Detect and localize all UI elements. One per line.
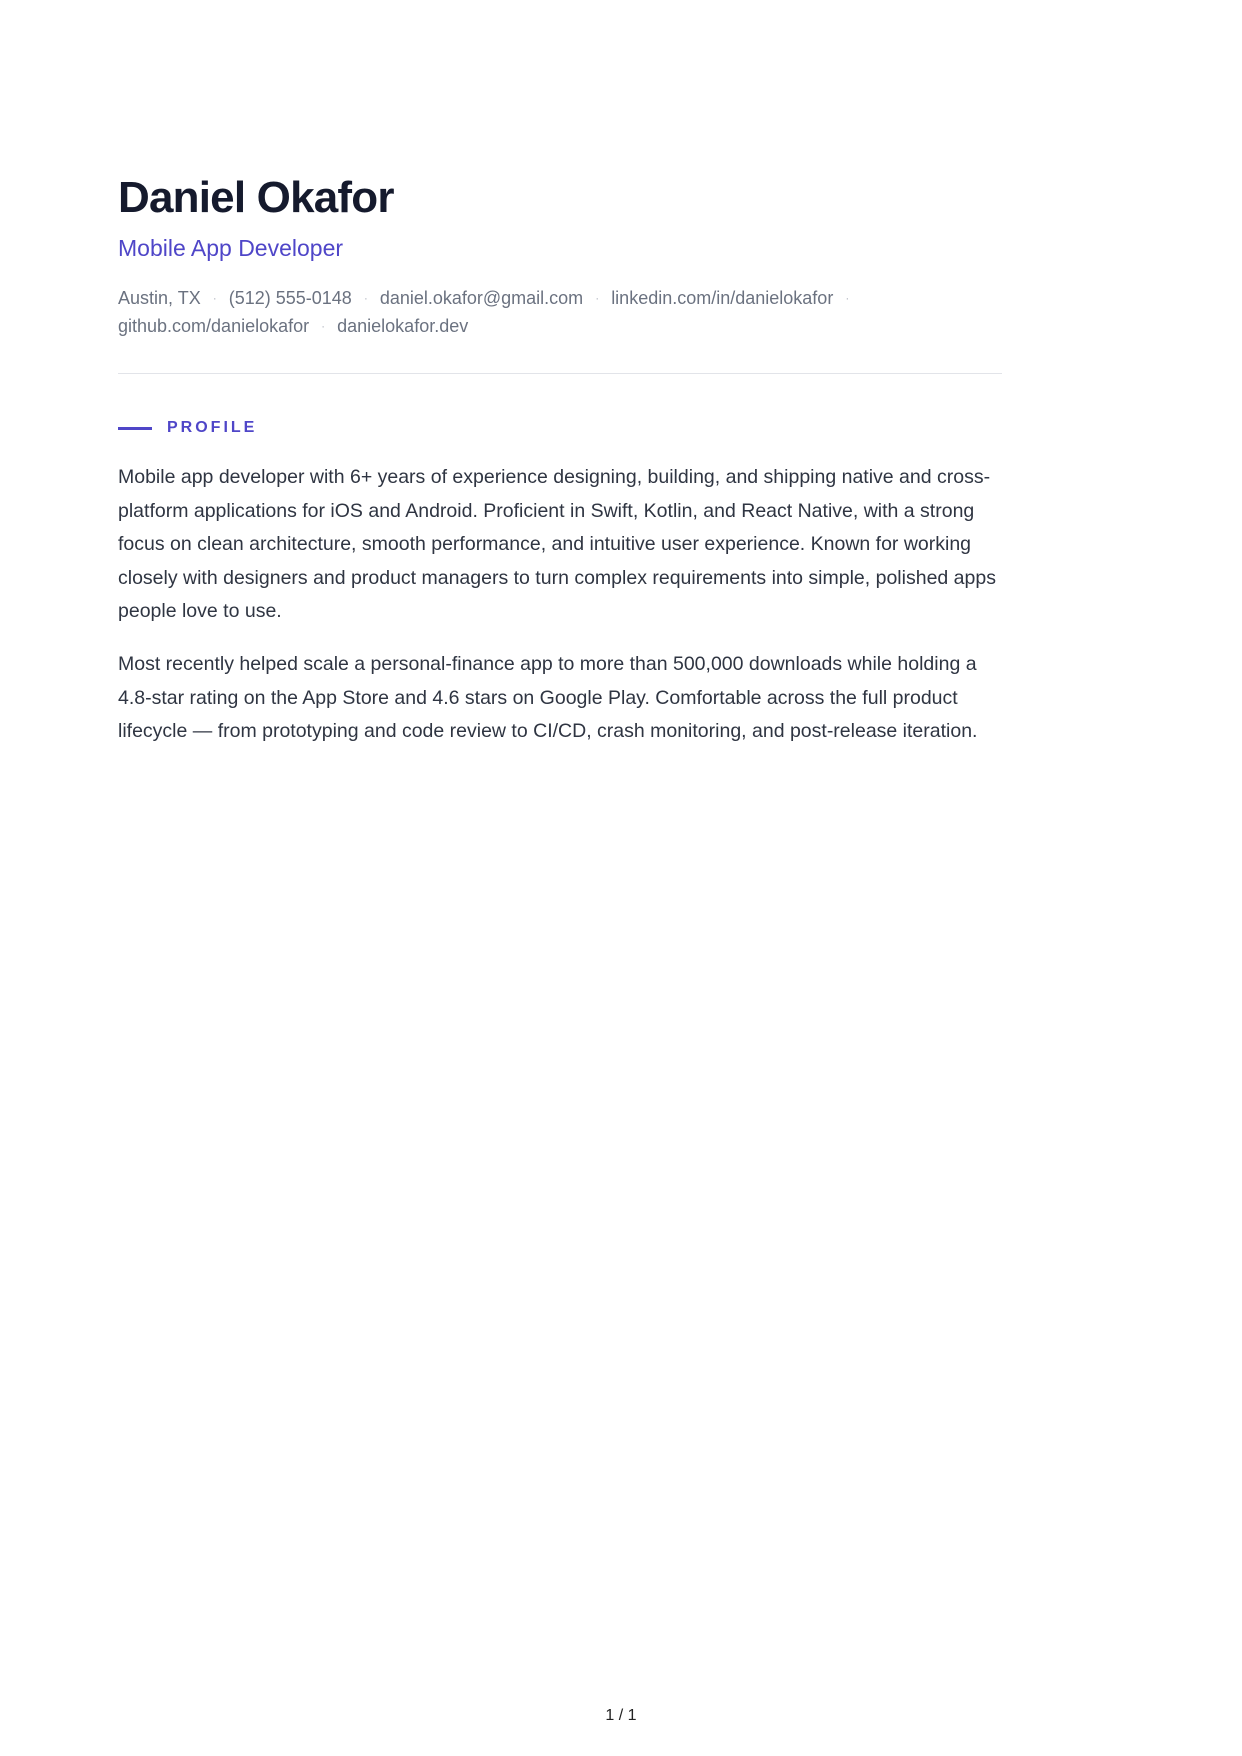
contact-email[interactable]: daniel.okafor@gmail.com (379, 288, 584, 308)
contact-location: Austin, TX (118, 288, 201, 308)
section-title: PROFILE (167, 419, 258, 436)
section-accent-rule (118, 427, 152, 430)
contact-github[interactable]: github.com/danielokafor (118, 316, 310, 336)
contact-separator: · (212, 291, 217, 305)
contact-separator: · (595, 291, 600, 305)
resume-header (118, 168, 1002, 340)
section-heading (118, 416, 1002, 440)
contact-phone[interactable]: (512) 555-0148 (228, 288, 352, 308)
contact-info (118, 284, 918, 340)
contact-separator: · (321, 319, 326, 333)
contact-website[interactable]: danielokafor.dev (337, 316, 469, 336)
contact-separator: · (363, 291, 368, 305)
profile-paragraph: Most recently helped scale a personal-finance app to more than 500,000 downloads while holding a 4.8-star rating on the App Store and 4.6 stars on Google Play. Comfortable across the full product lifecycle — from prototyping and code review to CI/CD, crash monitoring, and post-release iteration. (118, 653, 978, 742)
resume-content (118, 168, 1002, 768)
candidate-role: Mobile App Developer (118, 235, 344, 261)
candidate-name: Daniel Okafor (118, 173, 394, 222)
profile-section (118, 416, 1002, 749)
contact-linkedin[interactable]: linkedin.com/in/danielokafor (611, 288, 834, 308)
page-indicator: 1 / 1 (605, 1707, 637, 1724)
contact-separator: · (845, 291, 850, 305)
profile-paragraph: Mobile app developer with 6+ years of experience designing, building, and shipping native and cross-platform applications for iOS and Android. Proficient in Swift, Kotlin, and React Native, with a strong focus on clean architecture, smooth performance, and intuitive user experience. Known for working closely with designers and product managers to turn complex requirements into simple, polished apps people love to use. (118, 466, 996, 622)
header-divider (118, 373, 1002, 374)
